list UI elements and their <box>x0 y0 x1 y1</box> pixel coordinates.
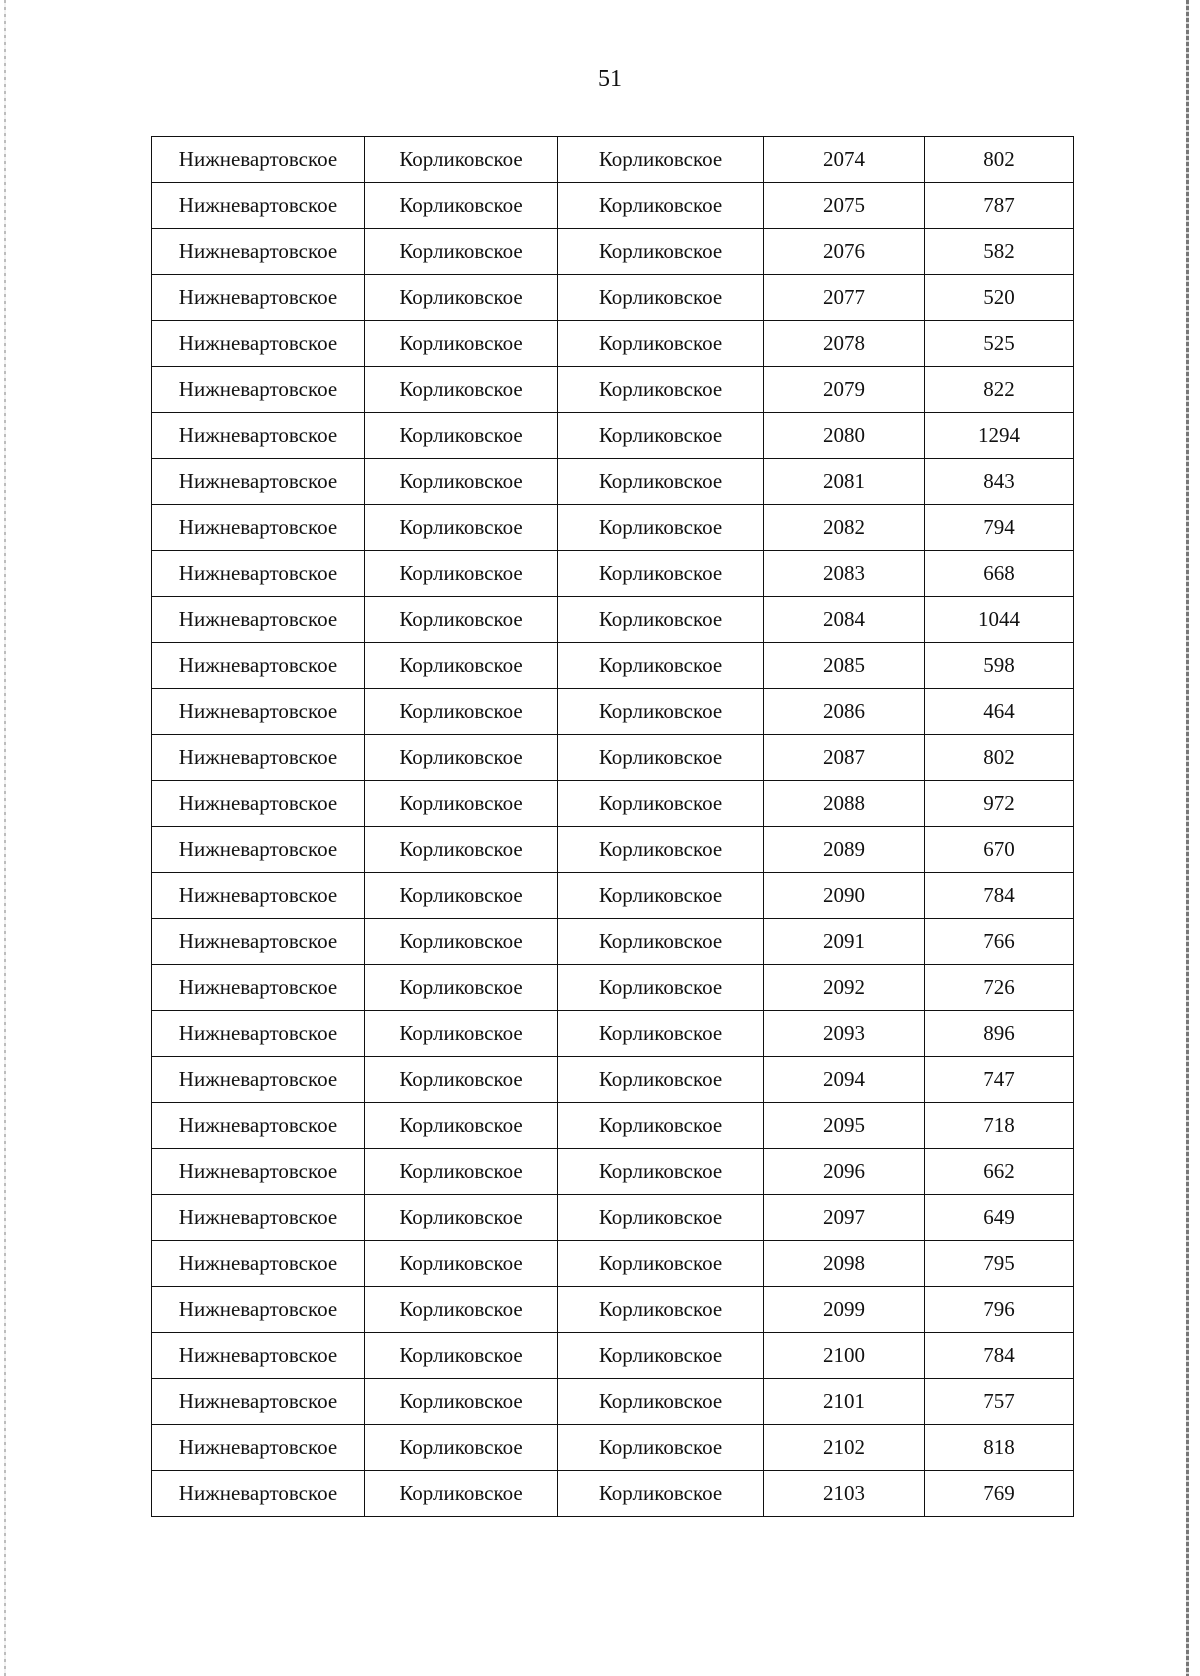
district-cell: Нижневартовское <box>152 551 365 597</box>
well-number-cell: 2090 <box>764 873 925 919</box>
depth-value-cell: 796 <box>925 1287 1074 1333</box>
depth-value-cell: 787 <box>925 183 1074 229</box>
data-table <box>151 136 1074 1517</box>
well-number-cell: 2086 <box>764 689 925 735</box>
license-area-cell: Корликовское <box>558 1149 764 1195</box>
district-cell: Нижневартовское <box>152 735 365 781</box>
field-cell: Корликовское <box>365 1011 558 1057</box>
well-number-cell: 2095 <box>764 1103 925 1149</box>
field-cell: Корликовское <box>365 413 558 459</box>
table-row <box>152 229 1074 275</box>
field-cell: Корликовское <box>365 1103 558 1149</box>
district-cell: Нижневартовское <box>152 965 365 1011</box>
license-area-cell: Корликовское <box>558 965 764 1011</box>
depth-value-cell: 726 <box>925 965 1074 1011</box>
license-area-cell: Корликовское <box>558 1241 764 1287</box>
district-cell: Нижневартовское <box>152 229 365 275</box>
license-area-cell: Корликовское <box>558 597 764 643</box>
scan-edge-left <box>4 0 6 1676</box>
district-cell: Нижневартовское <box>152 367 365 413</box>
well-number-cell: 2079 <box>764 367 925 413</box>
depth-value-cell: 972 <box>925 781 1074 827</box>
depth-value-cell: 668 <box>925 551 1074 597</box>
license-area-cell: Корликовское <box>558 1333 764 1379</box>
field-cell: Корликовское <box>365 1379 558 1425</box>
depth-value-cell: 582 <box>925 229 1074 275</box>
well-number-cell: 2083 <box>764 551 925 597</box>
depth-value-cell: 794 <box>925 505 1074 551</box>
well-number-cell: 2102 <box>764 1425 925 1471</box>
depth-value-cell: 598 <box>925 643 1074 689</box>
table-body <box>152 137 1074 1517</box>
district-cell: Нижневартовское <box>152 1057 365 1103</box>
field-cell: Корликовское <box>365 229 558 275</box>
district-cell: Нижневартовское <box>152 1333 365 1379</box>
license-area-cell: Корликовское <box>558 1057 764 1103</box>
license-area-cell: Корликовское <box>558 873 764 919</box>
field-cell: Корликовское <box>365 919 558 965</box>
well-number-cell: 2101 <box>764 1379 925 1425</box>
field-cell: Корликовское <box>365 183 558 229</box>
license-area-cell: Корликовское <box>558 1103 764 1149</box>
license-area-cell: Корликовское <box>558 137 764 183</box>
depth-value-cell: 769 <box>925 1471 1074 1517</box>
well-number-cell: 2100 <box>764 1333 925 1379</box>
license-area-cell: Корликовское <box>558 1471 764 1517</box>
field-cell: Корликовское <box>365 689 558 735</box>
field-cell: Корликовское <box>365 505 558 551</box>
well-number-cell: 2087 <box>764 735 925 781</box>
field-cell: Корликовское <box>365 275 558 321</box>
depth-value-cell: 818 <box>925 1425 1074 1471</box>
depth-value-cell: 525 <box>925 321 1074 367</box>
district-cell: Нижневартовское <box>152 1195 365 1241</box>
well-number-cell: 2080 <box>764 413 925 459</box>
table-row <box>152 275 1074 321</box>
table-row <box>152 781 1074 827</box>
district-cell: Нижневартовское <box>152 689 365 735</box>
table-row <box>152 1195 1074 1241</box>
depth-value-cell: 766 <box>925 919 1074 965</box>
license-area-cell: Корликовское <box>558 275 764 321</box>
district-cell: Нижневартовское <box>152 137 365 183</box>
license-area-cell: Корликовское <box>558 505 764 551</box>
field-cell: Корликовское <box>365 597 558 643</box>
field-cell: Корликовское <box>365 827 558 873</box>
field-cell: Корликовское <box>365 367 558 413</box>
well-number-cell: 2093 <box>764 1011 925 1057</box>
scan-edge-right <box>1186 0 1189 1676</box>
table-row <box>152 827 1074 873</box>
table-row <box>152 873 1074 919</box>
table-row <box>152 1287 1074 1333</box>
field-cell: Корликовское <box>365 1425 558 1471</box>
depth-value-cell: 896 <box>925 1011 1074 1057</box>
district-cell: Нижневартовское <box>152 1379 365 1425</box>
well-number-cell: 2085 <box>764 643 925 689</box>
field-cell: Корликовское <box>365 1149 558 1195</box>
district-cell: Нижневартовское <box>152 413 365 459</box>
license-area-cell: Корликовское <box>558 1011 764 1057</box>
depth-value-cell: 1044 <box>925 597 1074 643</box>
field-cell: Корликовское <box>365 965 558 1011</box>
table-row <box>152 735 1074 781</box>
license-area-cell: Корликовское <box>558 1195 764 1241</box>
field-cell: Корликовское <box>365 1195 558 1241</box>
page-number: 51 <box>598 66 622 92</box>
license-area-cell: Корликовское <box>558 321 764 367</box>
well-number-cell: 2074 <box>764 137 925 183</box>
district-cell: Нижневартовское <box>152 643 365 689</box>
table-row <box>152 551 1074 597</box>
district-cell: Нижневартовское <box>152 597 365 643</box>
license-area-cell: Корликовское <box>558 643 764 689</box>
field-cell: Корликовское <box>365 459 558 505</box>
depth-value-cell: 718 <box>925 1103 1074 1149</box>
license-area-cell: Корликовское <box>558 1287 764 1333</box>
district-cell: Нижневартовское <box>152 1471 365 1517</box>
well-number-cell: 2089 <box>764 827 925 873</box>
well-number-cell: 2094 <box>764 1057 925 1103</box>
field-cell: Корликовское <box>365 735 558 781</box>
table-row <box>152 413 1074 459</box>
district-cell: Нижневартовское <box>152 275 365 321</box>
depth-value-cell: 784 <box>925 873 1074 919</box>
depth-value-cell: 784 <box>925 1333 1074 1379</box>
well-number-cell: 2077 <box>764 275 925 321</box>
license-area-cell: Корликовское <box>558 229 764 275</box>
district-cell: Нижневартовское <box>152 459 365 505</box>
well-number-cell: 2078 <box>764 321 925 367</box>
well-number-cell: 2096 <box>764 1149 925 1195</box>
license-area-cell: Корликовское <box>558 459 764 505</box>
district-cell: Нижневартовское <box>152 183 365 229</box>
depth-value-cell: 747 <box>925 1057 1074 1103</box>
table-row <box>152 689 1074 735</box>
well-number-cell: 2098 <box>764 1241 925 1287</box>
table-row <box>152 597 1074 643</box>
depth-value-cell: 795 <box>925 1241 1074 1287</box>
license-area-cell: Корликовское <box>558 413 764 459</box>
depth-value-cell: 843 <box>925 459 1074 505</box>
depth-value-cell: 802 <box>925 735 1074 781</box>
well-number-cell: 2097 <box>764 1195 925 1241</box>
field-cell: Корликовское <box>365 643 558 689</box>
district-cell: Нижневартовское <box>152 1011 365 1057</box>
field-cell: Корликовское <box>365 1287 558 1333</box>
district-cell: Нижневартовское <box>152 505 365 551</box>
field-cell: Корликовское <box>365 321 558 367</box>
field-cell: Корликовское <box>365 873 558 919</box>
table-row <box>152 459 1074 505</box>
depth-value-cell: 822 <box>925 367 1074 413</box>
table-row <box>152 183 1074 229</box>
license-area-cell: Корликовское <box>558 367 764 413</box>
field-cell: Корликовское <box>365 781 558 827</box>
table-row <box>152 1057 1074 1103</box>
field-cell: Корликовское <box>365 551 558 597</box>
well-number-cell: 2092 <box>764 965 925 1011</box>
district-cell: Нижневартовское <box>152 1287 365 1333</box>
well-number-cell: 2084 <box>764 597 925 643</box>
table-row <box>152 137 1074 183</box>
depth-value-cell: 520 <box>925 275 1074 321</box>
depth-value-cell: 802 <box>925 137 1074 183</box>
district-cell: Нижневартовское <box>152 781 365 827</box>
table-row <box>152 1471 1074 1517</box>
well-number-cell: 2091 <box>764 919 925 965</box>
district-cell: Нижневартовское <box>152 1425 365 1471</box>
license-area-cell: Корликовское <box>558 1379 764 1425</box>
table-row <box>152 1379 1074 1425</box>
table-row <box>152 505 1074 551</box>
table-row <box>152 1011 1074 1057</box>
license-area-cell: Корликовское <box>558 689 764 735</box>
license-area-cell: Корликовское <box>558 551 764 597</box>
district-cell: Нижневартовское <box>152 321 365 367</box>
district-cell: Нижневартовское <box>152 919 365 965</box>
district-cell: Нижневартовское <box>152 1103 365 1149</box>
table-row <box>152 965 1074 1011</box>
well-number-cell: 2103 <box>764 1471 925 1517</box>
well-number-cell: 2099 <box>764 1287 925 1333</box>
well-number-cell: 2081 <box>764 459 925 505</box>
table-row <box>152 1241 1074 1287</box>
license-area-cell: Корликовское <box>558 827 764 873</box>
depth-value-cell: 670 <box>925 827 1074 873</box>
table-row <box>152 919 1074 965</box>
field-cell: Корликовское <box>365 137 558 183</box>
district-cell: Нижневартовское <box>152 827 365 873</box>
license-area-cell: Корликовское <box>558 919 764 965</box>
table-row <box>152 643 1074 689</box>
table-row <box>152 1333 1074 1379</box>
depth-value-cell: 757 <box>925 1379 1074 1425</box>
field-cell: Корликовское <box>365 1471 558 1517</box>
well-number-cell: 2082 <box>764 505 925 551</box>
table-row <box>152 367 1074 413</box>
license-area-cell: Корликовское <box>558 735 764 781</box>
well-number-cell: 2075 <box>764 183 925 229</box>
depth-value-cell: 649 <box>925 1195 1074 1241</box>
well-number-cell: 2076 <box>764 229 925 275</box>
depth-value-cell: 1294 <box>925 413 1074 459</box>
license-area-cell: Корликовское <box>558 183 764 229</box>
field-cell: Корликовское <box>365 1057 558 1103</box>
table-row <box>152 1149 1074 1195</box>
district-cell: Нижневартовское <box>152 873 365 919</box>
field-cell: Корликовское <box>365 1333 558 1379</box>
depth-value-cell: 464 <box>925 689 1074 735</box>
district-cell: Нижневартовское <box>152 1149 365 1195</box>
field-cell: Корликовское <box>365 1241 558 1287</box>
license-area-cell: Корликовское <box>558 1425 764 1471</box>
table-row <box>152 1425 1074 1471</box>
table-row <box>152 1103 1074 1149</box>
depth-value-cell: 662 <box>925 1149 1074 1195</box>
license-area-cell: Корликовское <box>558 781 764 827</box>
table-row <box>152 321 1074 367</box>
well-number-cell: 2088 <box>764 781 925 827</box>
district-cell: Нижневартовское <box>152 1241 365 1287</box>
